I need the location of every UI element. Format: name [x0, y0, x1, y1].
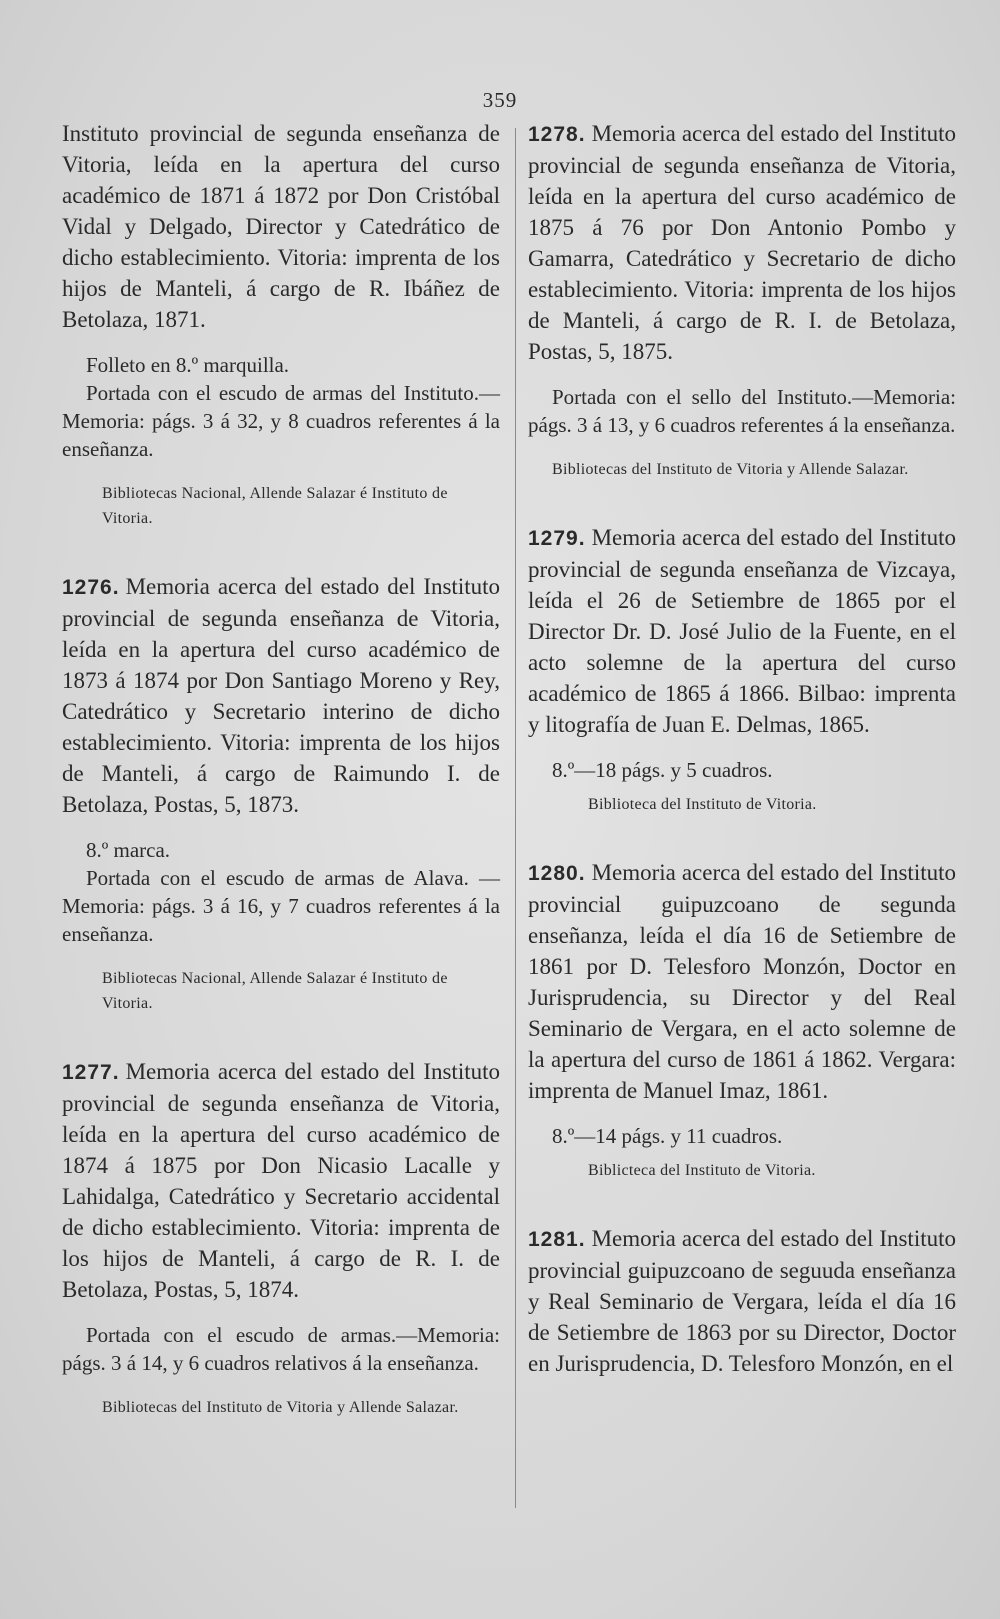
- entry-location: Bibliotecas del Instituto de Vitoria y Allende Salazar.: [552, 461, 909, 478]
- entry-number: 1276.: [62, 576, 120, 599]
- entry-number: 1281.: [528, 1228, 586, 1251]
- entry-body: Memoria acerca del estado del Instituto provincial de segunda enseñanza de Vitoria, leída en la apertura del curso académico de 1874 á 1875 por Don Nicasio Lacalle y Lahidalga, Catedrático y Secretario accidental de dicho establecimiento. Vitoria: imprenta de los hijos de Manteli, á cargo de R. I. de Betolaza, Postas, 5, 1874.: [62, 1059, 500, 1302]
- entry-1278: [528, 118, 956, 482]
- entry-number: 1279.: [528, 527, 586, 550]
- entry-location: Bibliotecas Nacional, Allende Salazar é Instituto de Vitoria.: [102, 970, 448, 1012]
- entry-description: Portada con el escudo de armas del Instituto.—Memoria: págs. 3 á 32, y 8 cuadros referentes á la enseñanza.: [62, 381, 500, 461]
- entry-1280: [528, 857, 956, 1183]
- entry-location: Bibliotecas del Instituto de Vitoria y Allende Salazar.: [102, 1399, 459, 1416]
- entry-format: 8.º—18 págs. y 5 cuadros.: [552, 758, 773, 782]
- entry-1276: [62, 571, 500, 1016]
- entry-1279: [528, 522, 956, 817]
- entry-number: 1277.: [62, 1061, 120, 1084]
- entry-body: Instituto provincial de segunda enseñanza de Vitoria, leída en la apertura del curso académico de 1871 á 1872 por Don Cristóbal Vidal y Delgado, Director y Catedrático de dicho establecimiento. Vitoria: imprenta de los hijos de Manteli, á cargo de R. Ibáñez de Betolaza, 1871.: [62, 121, 500, 332]
- entry-description: Portada con el escudo de armas de Alava. —Memoria: págs. 3 á 16, y 7 cuadros referentes á la enseñanza.: [62, 866, 500, 946]
- entry-body: Memoria acerca del estado del Instituto provincial guipuzcoano de segunda enseñanza, leída el día 16 de Setiembre de 1861 por D. Telesforo Monzón, Doctor en Jurisprudencia, su Director y del Real Seminario de Vergara, en el acto solemne de la apertura del curso de 1861 á 1862. Vergara: imprenta de Manuel Imaz, 1861.: [528, 860, 956, 1103]
- entry-format: Folleto en 8.º marquilla.: [86, 353, 290, 377]
- entry-description: Portada con el sello del Instituto.—Memoria: págs. 3 á 13, y 6 cuadros referentes á la enseñanza.: [528, 385, 956, 437]
- entry-number: 1280.: [528, 862, 586, 885]
- entry-format: 8.º—14 págs. y 11 cuadros.: [552, 1124, 783, 1148]
- entry-format: 8.º marca.: [86, 838, 171, 862]
- continued-entry: [62, 118, 500, 531]
- entry-description: Portada con el escudo de armas.—Memoria: págs. 3 á 14, y 6 cuadros relativos á la enseñanza.: [62, 1323, 500, 1375]
- entry-location: Biblioteca del Instituto de Vitoria.: [588, 796, 817, 813]
- entry-body: Memoria acerca del estado del Instituto provincial de segunda enseñanza de Vizcaya, leída el 26 de Setiembre de 1865 por el Director Dr. D. José Julio de la Fuente, en el acto solemne de la apertura del curso académico de 1865 á 1866. Bilbao: imprenta y litografía de Juan E. Delmas, 1865.: [528, 525, 956, 737]
- page-number: 359: [482, 88, 518, 112]
- entry-location: Biblicteca del Instituto de Vitoria.: [588, 1162, 816, 1179]
- entry-1281: [528, 1223, 956, 1379]
- left-column: [62, 118, 500, 1420]
- column-divider: [515, 128, 516, 1508]
- entry-number: 1278.: [528, 123, 586, 146]
- entry-body: Memoria acerca del estado del Instituto provincial de segunda enseñanza de Vitoria, leída en la apertura del curso académico de 1873 á 1874 por Don Santiago Moreno y Rey, Catedrático y Secretario interino de dicho establecimiento. Vitoria: imprenta de los hijos de Manteli, á cargo de Raimundo I. de Betolaza, Postas, 5, 1873.: [62, 574, 500, 817]
- entry-body: Memoria acerca del estado del Instituto provincial guipuzcoano de seguuda enseñanza y Real Seminario de Vergara, leída el día 16 de Setiembre de 1863 por su Director, Doctor en Jurisprudencia, D. Telesforo Monzón, en el: [528, 1226, 956, 1376]
- entry-location: Bibliotecas Nacional, Allende Salazar é Instituto de Vitoria.: [102, 485, 448, 527]
- entry-1277: [62, 1056, 500, 1420]
- right-column: [528, 118, 956, 1379]
- entry-body: Memoria acerca del estado del Instituto provincial de segunda enseñanza de Vitoria, leída en la apertura del curso académico de 1875 á 76 por Don Antonio Pombo y Gamarra, Catedrático y Secretario de dicho establecimiento. Vitoria: imprenta de los hijos de Manteli, á cargo de R. I. de Betolaza, Postas, 5, 1875.: [528, 121, 956, 364]
